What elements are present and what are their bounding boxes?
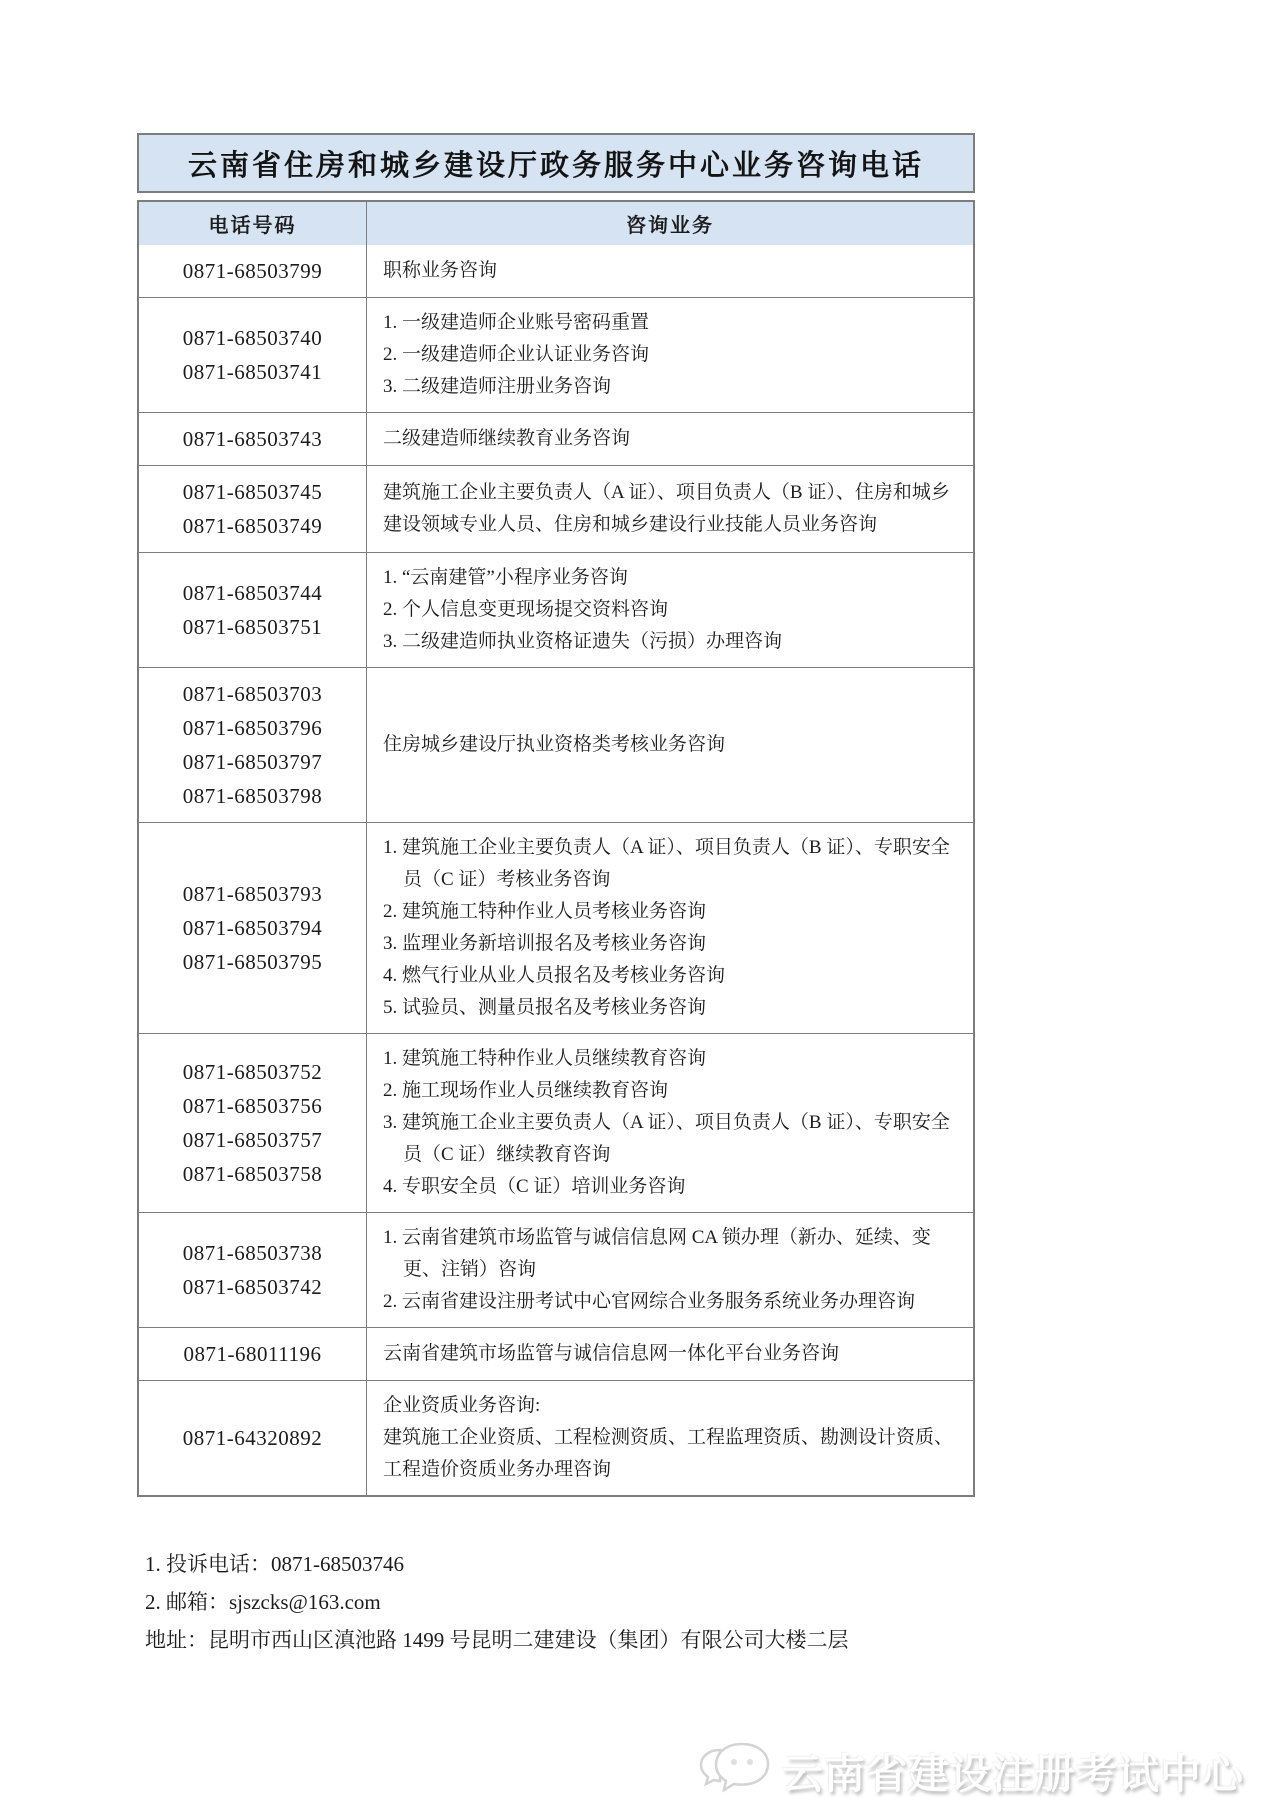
service-cell — [367, 298, 973, 412]
service-item: 2. 一级建造师企业认证业务咨询 — [383, 344, 650, 365]
phone-number: 0871-68503758 — [182, 1162, 323, 1186]
phone-number: 0871-68503793 — [182, 882, 323, 906]
service-item: 3. 监理业务新培训报名及考核业务咨询 — [383, 933, 707, 954]
service-cell — [367, 1034, 973, 1212]
service-item: 建筑施工企业资质、工程检测资质、工程监理资质、勘测设计资质、工程造价资质业务办理咨询 — [383, 1427, 954, 1480]
phone-number: 0871-68503799 — [182, 259, 323, 283]
phone-number: 0871-68011196 — [183, 1342, 322, 1366]
phone-cell — [139, 823, 367, 1033]
table-row — [139, 465, 973, 552]
table-row — [139, 552, 973, 667]
phone-number: 0871-68503703 — [182, 682, 323, 706]
complaint-phone-line: 1. 投诉电话：0871-68503746 — [145, 1552, 404, 1576]
phone-number: 0871-68503797 — [182, 750, 323, 774]
phone-number: 0871-68503738 — [182, 1241, 323, 1265]
phone-number: 0871-68503798 — [182, 784, 323, 808]
service-item: 企业资质业务咨询: — [383, 1395, 541, 1416]
phone-number: 0871-68503741 — [182, 360, 323, 384]
service-item: 1. “云南建管”小程序业务咨询 — [383, 567, 628, 588]
phone-directory-table — [137, 200, 975, 1497]
service-cell — [367, 1381, 973, 1495]
service-cell — [367, 668, 973, 822]
service-item: 2. 个人信息变更现场提交资料咨询 — [383, 599, 669, 620]
phone-cell — [139, 1328, 367, 1380]
table-row — [139, 1033, 973, 1212]
service-item: 1. 建筑施工特种作业人员继续教育咨询 — [383, 1048, 707, 1069]
notice-document — [137, 133, 975, 1497]
service-cell — [367, 823, 973, 1033]
watermark-text: 云南省建设注册考试中心 — [782, 1750, 1244, 1797]
service-cell — [367, 553, 973, 667]
service-item: 二级建造师继续教育业务咨询 — [383, 428, 631, 449]
header-cell-service: 咨询业务 — [367, 202, 973, 245]
table-row — [139, 297, 973, 412]
phone-number: 0871-68503744 — [182, 581, 323, 605]
phone-number: 0871-68503745 — [182, 480, 323, 504]
wechat-bubbles-icon — [698, 1740, 774, 1800]
phone-cell — [139, 1034, 367, 1212]
service-item: 2. 施工现场作业人员继续教育咨询 — [383, 1080, 669, 1101]
phone-number: 0871-68503795 — [182, 950, 323, 974]
service-item: 云南省建筑市场监管与诚信信息网一体化平台业务咨询 — [383, 1343, 840, 1364]
footer — [145, 1545, 1135, 1659]
phone-number: 0871-68503756 — [182, 1094, 323, 1118]
service-item: 4. 燃气行业从业人员报名及考核业务咨询 — [383, 965, 726, 986]
service-item: 3. 二级建造师执业资格证遗失（污损）办理咨询 — [383, 631, 783, 652]
service-cell — [367, 413, 973, 465]
service-item: 2. 云南省建设注册考试中心官网综合业务服务系统业务办理咨询 — [383, 1291, 916, 1312]
table-row — [139, 1380, 973, 1495]
phone-cell — [139, 413, 367, 465]
phone-cell — [139, 668, 367, 822]
phone-number: 0871-68503757 — [182, 1128, 323, 1152]
phone-number: 0871-68503743 — [182, 427, 323, 451]
phone-number: 0871-68503740 — [182, 326, 323, 350]
service-item: 1. 云南省建筑市场监管与诚信信息网 CA 锁办理（新办、延续、变更、注销）咨询 — [383, 1227, 931, 1280]
phone-number: 0871-68503742 — [182, 1275, 323, 1299]
service-item: 2. 建筑施工特种作业人员考核业务咨询 — [383, 901, 707, 922]
service-cell — [367, 245, 973, 297]
table-row — [139, 412, 973, 465]
phone-cell — [139, 298, 367, 412]
service-item: 1. 一级建造师企业账号密码重置 — [383, 312, 650, 333]
phone-cell — [139, 553, 367, 667]
table-row — [139, 667, 973, 822]
page-title: 云南省住房和城乡建设厅政务服务中心业务咨询电话 — [137, 133, 975, 193]
phone-number: 0871-68503752 — [182, 1060, 323, 1084]
service-item: 建筑施工企业主要负责人（A 证）、项目负责人（B 证）、住房和城乡建设领域专业人员、住房和城乡建设行业技能人员业务咨询 — [383, 482, 950, 535]
table-header-row — [139, 202, 973, 245]
table-body — [139, 245, 973, 1495]
phone-cell — [139, 466, 367, 552]
service-cell — [367, 466, 973, 552]
phone-cell — [139, 245, 367, 297]
phone-number: 0871-68503749 — [182, 514, 323, 538]
service-cell — [367, 1213, 973, 1327]
service-item: 3. 建筑施工企业主要负责人（A 证）、项目负责人（B 证）、专职安全员（C 证）继续教育咨询 — [383, 1112, 950, 1165]
phone-cell — [139, 1213, 367, 1327]
phone-number: 0871-68503751 — [182, 615, 323, 639]
table-row — [139, 1327, 973, 1380]
service-item: 4. 专职安全员（C 证）培训业务咨询 — [383, 1176, 686, 1197]
phone-number: 0871-68503796 — [182, 716, 323, 740]
table-row — [139, 245, 973, 297]
service-item: 1. 建筑施工企业主要负责人（A 证）、项目负责人（B 证）、专职安全员（C 证）考核业务咨询 — [383, 837, 950, 890]
phone-number: 0871-68503794 — [182, 916, 323, 940]
phone-number: 0871-64320892 — [182, 1426, 323, 1450]
service-item: 5. 试验员、测量员报名及考核业务咨询 — [383, 997, 707, 1018]
table-row — [139, 1212, 973, 1327]
watermark — [698, 1740, 1244, 1800]
header-cell-phone: 电话号码 — [139, 202, 367, 245]
service-item: 职称业务咨询 — [383, 260, 498, 281]
email-line: 2. 邮箱：sjszcks@163.com — [145, 1590, 381, 1614]
phone-cell — [139, 1381, 367, 1495]
table-row — [139, 822, 973, 1033]
address-line: 地址：昆明市西山区滇池路 1499 号昆明二建建设（集团）有限公司大楼二层 — [145, 1628, 849, 1652]
service-item: 3. 二级建造师注册业务咨询 — [383, 376, 612, 397]
service-cell — [367, 1328, 973, 1380]
service-item: 住房城乡建设厅执业资格类考核业务咨询 — [383, 734, 726, 755]
